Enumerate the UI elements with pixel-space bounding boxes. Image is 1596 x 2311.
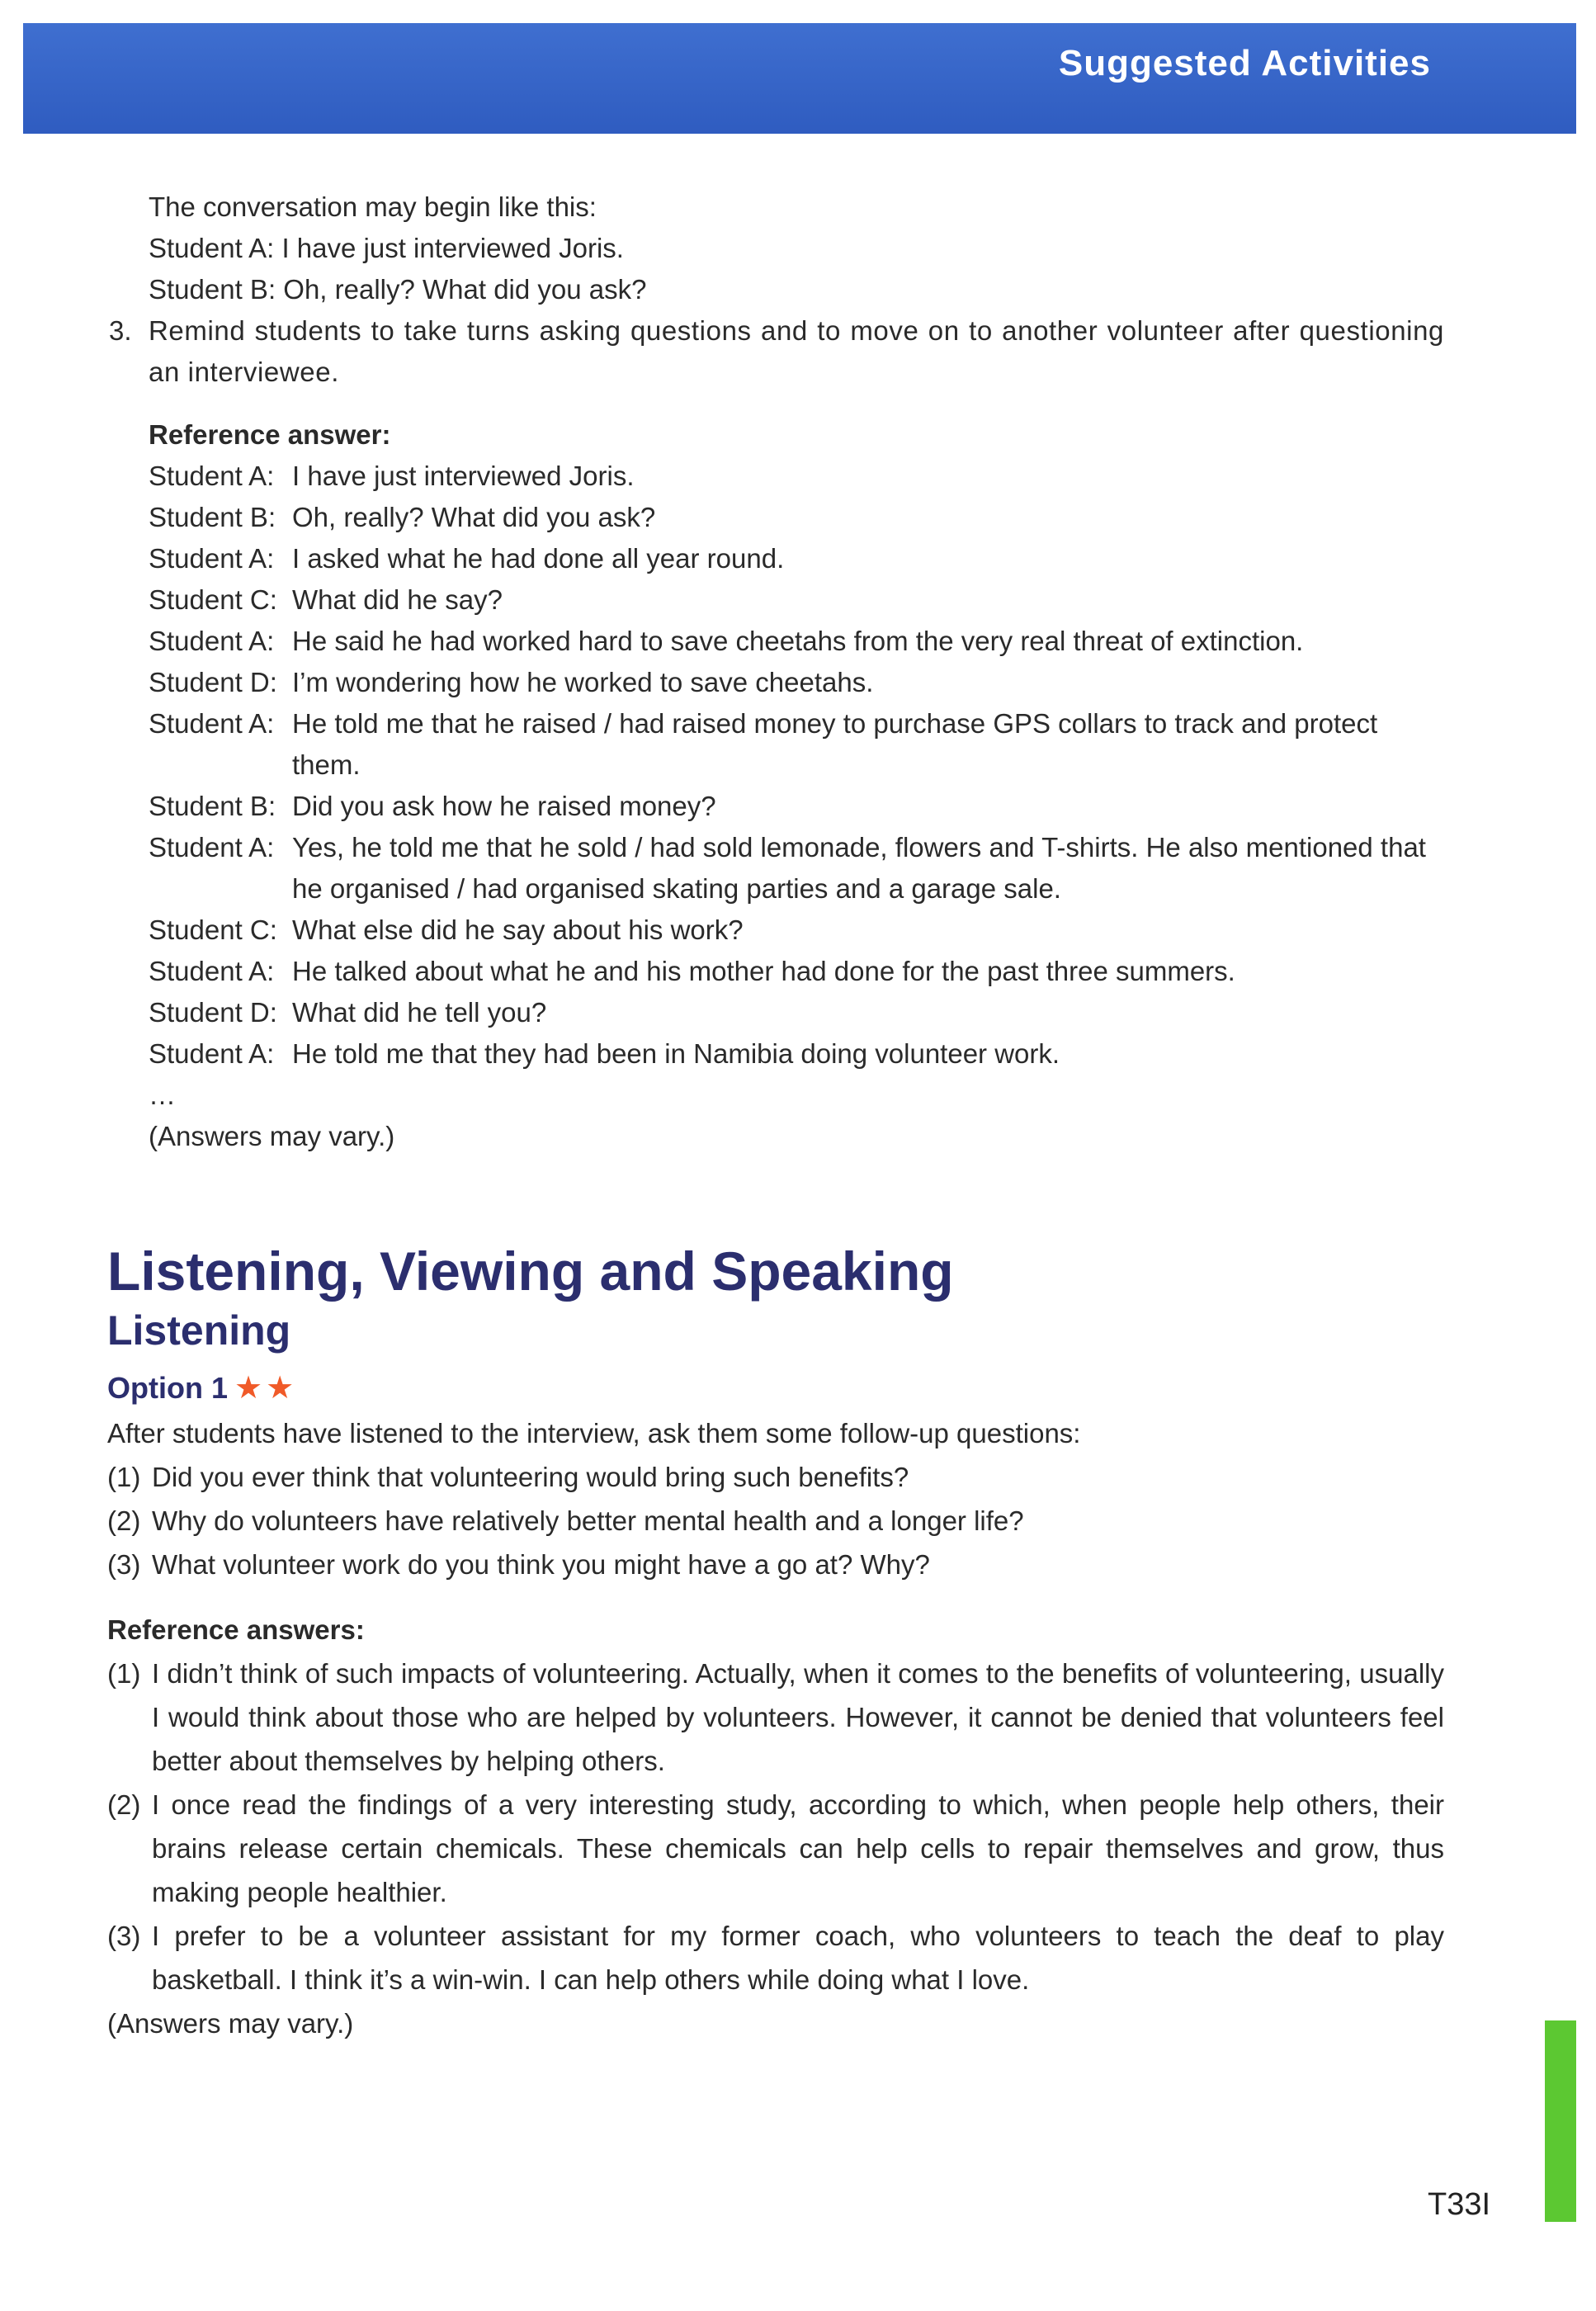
turn-text: Did you ask how he raised money? xyxy=(292,791,716,821)
speaker: Student A: xyxy=(149,708,275,739)
intro-line: Student A: I have just interviewed Joris. xyxy=(149,233,624,263)
listening-section xyxy=(107,1238,1444,2045)
speaker: Student A: xyxy=(149,1038,275,1069)
turn-text: I’m wondering how he worked to save cheetahs. xyxy=(292,667,874,697)
option-label: Option 1 xyxy=(107,1371,228,1405)
answer-text: I once read the findings of a very interesting study, according to which, when people help others, their brains release certain chemicals. These chemicals can help cells to repair themselves and grow, thus making people healthier. xyxy=(152,1789,1444,1907)
dialogue-turn xyxy=(149,992,1444,1033)
dialogue-turn xyxy=(149,703,1444,786)
turn-text: What did he tell you? xyxy=(292,997,547,1028)
answer-item xyxy=(107,1914,1444,2001)
question-number: (3) xyxy=(107,1549,141,1580)
dialogue-turn xyxy=(149,827,1444,910)
speaker: Student B: xyxy=(149,502,276,532)
answer-text: I prefer to be a volunteer assistant for my former coach, who volunteers to teach the deaf to play basketball. I think it’s a win-win. I can help others while doing what I love. xyxy=(152,1921,1444,1995)
answers-may-vary: (Answers may vary.) xyxy=(107,2008,354,2039)
answer-item xyxy=(107,1783,1444,1914)
speaker: Student D: xyxy=(149,667,277,697)
turn-text: Oh, really? What did you ask? xyxy=(292,502,656,532)
dialogue-turn xyxy=(149,910,1444,951)
instruction: After students have listened to the interview, ask them some follow-up questions: xyxy=(107,1418,1081,1449)
answer-number: (2) xyxy=(107,1789,141,1820)
question-item xyxy=(107,1543,1444,1586)
page-number: T33I xyxy=(1428,2187,1491,2222)
turn-text: He talked about what he and his mother had done for the past three summers. xyxy=(292,956,1235,986)
dialogue-turn xyxy=(149,951,1444,992)
intro-lead: The conversation may begin like this: xyxy=(149,191,597,222)
turn-text: Yes, he told me that he sold / had sold lemonade, flowers and T-shirts. He also mentioned that he organised / had organised skating parties and a garage sale. xyxy=(292,832,1426,904)
question-text: Did you ever think that volunteering would bring such benefits? xyxy=(152,1462,909,1492)
step-text: Remind students to take turns asking questions and to move on to another volunteer after questioning an interviewee. xyxy=(149,315,1444,387)
turn-text: I have just interviewed Joris. xyxy=(292,461,635,491)
dialogue-turn xyxy=(149,621,1444,662)
question-item xyxy=(107,1455,1444,1499)
question-text: What volunteer work do you think you might have a go at? Why? xyxy=(152,1549,930,1580)
answer-text: I didn’t think of such impacts of volunteering. Actually, when it comes to the benefits of volunteering, usually I would think about those who are helped by volunteers. However, it cannot be denied that volunteers feel better about themselves by helping others. xyxy=(152,1658,1444,1776)
turn-text: I asked what he had done all year round. xyxy=(292,543,785,574)
dialogue-turn xyxy=(149,579,1444,621)
reference-answers xyxy=(107,1652,1444,2001)
reference-answer-label: Reference answer: xyxy=(149,419,391,450)
turn-text: He said he had worked hard to save cheetahs from the very real threat of extinction. xyxy=(292,626,1304,656)
dialogue-turn xyxy=(149,662,1444,703)
speaker: Student B: xyxy=(149,791,276,821)
reference-dialogue xyxy=(149,456,1444,1075)
answer-number: (1) xyxy=(107,1658,141,1689)
ellipsis: … xyxy=(149,1080,176,1110)
star-icon: ★★ xyxy=(234,1371,298,1406)
conversation-section xyxy=(109,187,1444,1157)
question-text: Why do volunteers have relatively better mental health and a longer life? xyxy=(152,1505,1024,1536)
dialogue-turn xyxy=(149,538,1444,579)
header-title: Suggested Activities xyxy=(1058,43,1431,83)
green-tab xyxy=(1545,2020,1576,2222)
dialogue-turn xyxy=(149,456,1444,497)
section-subtitle: Listening xyxy=(107,1307,291,1354)
speaker: Student A: xyxy=(149,626,275,656)
reference-answers-label: Reference answers: xyxy=(107,1614,365,1645)
option-heading xyxy=(107,1365,1444,1411)
question-number: (2) xyxy=(107,1505,141,1536)
speaker: Student D: xyxy=(149,997,277,1028)
answer-number: (3) xyxy=(107,1921,141,1951)
answers-may-vary: (Answers may vary.) xyxy=(149,1121,395,1151)
turn-text: He told me that they had been in Namibia doing volunteer work. xyxy=(292,1038,1060,1069)
turn-text: What did he say? xyxy=(292,584,503,615)
turn-text: He told me that he raised / had raised money to purchase GPS collars to track and protect them. xyxy=(292,708,1378,780)
intro-line: Student B: Oh, really? What did you ask? xyxy=(149,274,647,305)
step-3 xyxy=(109,310,1444,393)
dialogue-turn xyxy=(149,1033,1444,1075)
question-number: (1) xyxy=(107,1462,141,1492)
step-number: 3. xyxy=(109,315,132,346)
question-item xyxy=(107,1499,1444,1543)
speaker: Student C: xyxy=(149,914,277,945)
speaker: Student A: xyxy=(149,956,275,986)
speaker: Student A: xyxy=(149,832,275,862)
turn-text: What else did he say about his work? xyxy=(292,914,744,945)
speaker: Student C: xyxy=(149,584,277,615)
speaker: Student A: xyxy=(149,461,275,491)
dialogue-turn xyxy=(149,497,1444,538)
dialogue-turn xyxy=(149,786,1444,827)
speaker: Student A: xyxy=(149,543,275,574)
answer-item xyxy=(107,1652,1444,1783)
section-title: Listening, Viewing and Speaking xyxy=(107,1241,954,1302)
